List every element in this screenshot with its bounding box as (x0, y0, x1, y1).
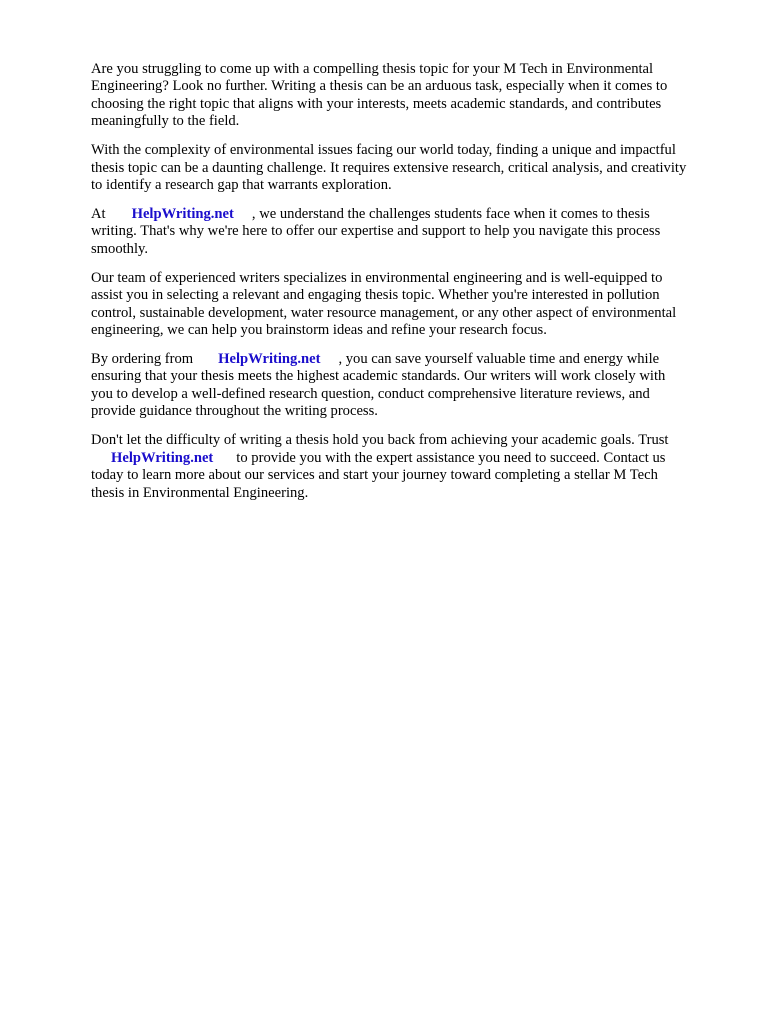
text-line: engineering, we can help you brainstorm ideas and refine your research focus. (91, 322, 547, 339)
paragraph-team (91, 270, 731, 340)
text-line (91, 206, 731, 223)
text-segment: At (91, 206, 106, 223)
text-segment: to provide you with the expert assistance you need to succeed. Contact us (236, 449, 666, 466)
paragraph-understand (91, 206, 731, 258)
text-line: Don't let the difficulty of writing a thesis hold you back from achieving your academic goals. Trust (91, 432, 669, 449)
helpwriting-link[interactable]: HelpWriting.net (218, 351, 321, 368)
text-segment: , we understand the challenges students face when it comes to thesis (251, 206, 650, 223)
helpwriting-link[interactable]: HelpWriting.net (131, 206, 234, 223)
text-line: Engineering? Look no further. Writing a thesis can be an arduous task, especially when it comes to (91, 78, 668, 95)
text-line: you to develop a well-defined research question, conduct comprehensive literature reviews, and (91, 385, 650, 402)
text-line: smoothly. (91, 240, 149, 257)
text-line: With the complexity of environmental issues facing our world today, finding a unique and impactful (91, 142, 676, 159)
text-line (91, 351, 731, 368)
paragraph-complexity (91, 142, 731, 194)
text-line: thesis in Environmental Engineering. (91, 484, 309, 501)
text-line: Are you struggling to come up with a compelling thesis topic for your M Tech in Environmental (91, 61, 654, 77)
text-line: to identify a research gap that warrants exploration. (91, 177, 392, 194)
paragraph-ordering (91, 351, 731, 421)
text-segment: By ordering from (91, 351, 194, 368)
paragraph-trust (91, 432, 731, 502)
text-line: choosing the right topic that aligns with your interests, meets academic standards, and contributes (91, 95, 662, 112)
text-line: control, sustainable development, water resource management, or any other aspect of environmental (91, 304, 677, 321)
text-line: thesis topic can be a daunting challenge. It requires extensive research, critical analysis, and creativity (91, 159, 687, 176)
text-line: writing. That's why we're here to offer our expertise and support to help you navigate this process (91, 223, 661, 240)
document-body (91, 61, 731, 514)
text-line: assist you in selecting a relevant and engaging thesis topic. Whether you're interested in pollution (91, 287, 660, 304)
text-line: meaningfully to the field. (91, 113, 240, 130)
text-line: today to learn more about our services and start your journey toward completing a stellar M Tech (91, 467, 658, 484)
text-line: Our team of experienced writers specializes in environmental engineering and is well-equipped to (91, 269, 663, 286)
text-line: ensuring that your thesis meets the highest academic standards. Our writers will work closely with (91, 368, 666, 385)
paragraph-intro (91, 61, 731, 131)
text-line: provide guidance throughout the writing process. (91, 403, 378, 420)
helpwriting-link[interactable]: HelpWriting.net (111, 449, 214, 466)
text-segment: , you can save yourself valuable time and energy while (338, 351, 660, 368)
text-line (91, 450, 731, 467)
